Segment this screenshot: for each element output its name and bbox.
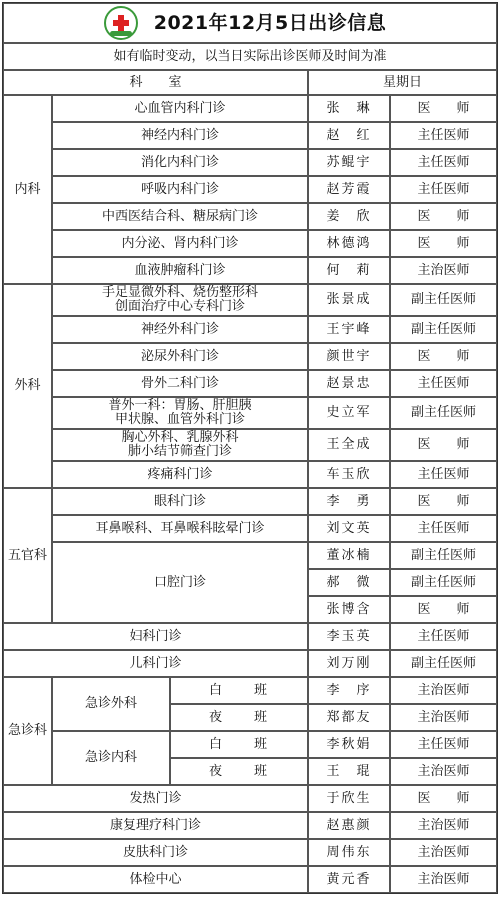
doctor-name-27: 周伟东 xyxy=(308,839,390,866)
doctor-name-22: 郑都友 xyxy=(308,704,390,731)
doctor-name-5: 林德鸿 xyxy=(308,230,390,257)
shift-label-21: 白 班 xyxy=(170,677,308,704)
doctor-title-3: 主任医师 xyxy=(390,176,497,203)
doctor-title-1: 主任医师 xyxy=(390,122,497,149)
doctor-title-8: 副主任医师 xyxy=(390,316,497,343)
doctor-name-9: 颜世宇 xyxy=(308,343,390,370)
page-title-text: 2021年12月5日出诊信息 xyxy=(153,12,387,34)
department-cell-11: 普外一科：胃肠、肝胆胰 甲状腺、血管外科门诊 xyxy=(52,397,308,429)
doctor-name-11: 史立军 xyxy=(308,397,390,429)
doctor-name-1: 赵 红 xyxy=(308,122,390,149)
shift-label-24: 夜 班 xyxy=(170,758,308,785)
doctor-name-16: 董冰楠 xyxy=(308,542,390,569)
doctor-title-2: 主任医师 xyxy=(390,149,497,176)
doctor-name-25: 于欣生 xyxy=(308,785,390,812)
doctor-title-17: 副主任医师 xyxy=(390,569,497,596)
doctor-title-11: 副主任医师 xyxy=(390,397,497,429)
department-cell-3: 呼吸内科门诊 xyxy=(52,176,308,203)
doctor-title-27: 主治医师 xyxy=(390,839,497,866)
doctor-name-20: 刘万刚 xyxy=(308,650,390,677)
doctor-title-5: 医 师 xyxy=(390,230,497,257)
department-cell-27: 皮肤科门诊 xyxy=(3,839,308,866)
department-cell-12: 胸心外科、乳腺外科 肺小结节筛查门诊 xyxy=(52,429,308,461)
doctor-name-3: 赵芳霞 xyxy=(308,176,390,203)
doctor-name-7: 张景成 xyxy=(308,284,390,316)
department-cell-6: 血液肿瘤科门诊 xyxy=(52,257,308,284)
department-cell-8: 神经外科门诊 xyxy=(52,316,308,343)
doctor-name-12: 王全成 xyxy=(308,429,390,461)
department-cell-28: 体检中心 xyxy=(3,866,308,893)
doctor-name-21: 李 序 xyxy=(308,677,390,704)
doctor-title-24: 主治医师 xyxy=(390,758,497,785)
doctor-title-14: 医 师 xyxy=(390,488,497,515)
doctor-name-26: 赵惠颜 xyxy=(308,812,390,839)
group-label-internal: 内科 xyxy=(3,95,52,284)
department-cell-26: 康复理疗科门诊 xyxy=(3,812,308,839)
department-cell-20: 儿科门诊 xyxy=(3,650,308,677)
department-cell-25: 发热门诊 xyxy=(3,785,308,812)
doctor-title-19: 主任医师 xyxy=(390,623,497,650)
doctor-title-0: 医 师 xyxy=(390,95,497,122)
department-cell-15: 耳鼻喉科、耳鼻喉科眩晕门诊 xyxy=(52,515,308,542)
doctor-name-14: 李 勇 xyxy=(308,488,390,515)
group-label-surgery: 外科 xyxy=(3,284,52,488)
doctor-title-12: 医 师 xyxy=(390,429,497,461)
doctor-title-23: 主任医师 xyxy=(390,731,497,758)
doctor-title-9: 医 师 xyxy=(390,343,497,370)
doctor-name-4: 姜 欣 xyxy=(308,203,390,230)
department-cell-4: 中西医结合科、糖尿病门诊 xyxy=(52,203,308,230)
column-header-day: 星期日 xyxy=(308,70,497,95)
doctor-name-0: 张 琳 xyxy=(308,95,390,122)
doctor-name-23: 李秋娟 xyxy=(308,731,390,758)
department-cell-19: 妇科门诊 xyxy=(3,623,308,650)
department-cell-5: 内分泌、肾内科门诊 xyxy=(52,230,308,257)
doctor-title-6: 主治医师 xyxy=(390,257,497,284)
doctor-title-7: 副主任医师 xyxy=(390,284,497,316)
doctor-name-15: 刘文英 xyxy=(308,515,390,542)
doctor-title-25: 医 师 xyxy=(390,785,497,812)
doctor-name-8: 王宇峰 xyxy=(308,316,390,343)
column-header-department: 科 室 xyxy=(3,70,308,95)
doctor-title-26: 主治医师 xyxy=(390,812,497,839)
doctor-title-15: 主任医师 xyxy=(390,515,497,542)
department-cell-9: 泌尿外科门诊 xyxy=(52,343,308,370)
doctor-name-19: 李玉英 xyxy=(308,623,390,650)
doctor-name-6: 何 莉 xyxy=(308,257,390,284)
department-cell-13: 疼痛科门诊 xyxy=(52,461,308,488)
emergency-dept-21: 急诊外科 xyxy=(52,677,170,731)
doctor-title-4: 医 师 xyxy=(390,203,497,230)
shift-label-22: 夜 班 xyxy=(170,704,308,731)
department-cell-10: 骨外二科门诊 xyxy=(52,370,308,397)
department-cell-14: 眼科门诊 xyxy=(52,488,308,515)
doctor-name-13: 车玉欣 xyxy=(308,461,390,488)
hospital-logo-icon xyxy=(104,6,138,40)
doctor-title-20: 副主任医师 xyxy=(390,650,497,677)
page-title xyxy=(3,3,497,43)
department-cell-16: 口腔门诊 xyxy=(52,542,308,623)
doctor-name-10: 赵景忠 xyxy=(308,370,390,397)
doctor-title-10: 主任医师 xyxy=(390,370,497,397)
doctor-title-18: 医 师 xyxy=(390,596,497,623)
doctor-name-17: 郝 微 xyxy=(308,569,390,596)
doctor-title-22: 主治医师 xyxy=(390,704,497,731)
doctor-name-2: 苏鲲宇 xyxy=(308,149,390,176)
doctor-title-28: 主治医师 xyxy=(390,866,497,893)
group-label-emergency: 急诊科 xyxy=(3,677,52,785)
shift-label-23: 白 班 xyxy=(170,731,308,758)
doctor-name-28: 黄元香 xyxy=(308,866,390,893)
notice-text: 如有临时变动，以当日实际出诊医师及时间为准 xyxy=(3,43,497,70)
department-cell-2: 消化内科门诊 xyxy=(52,149,308,176)
doctor-title-21: 主治医师 xyxy=(390,677,497,704)
department-cell-0: 心血管内科门诊 xyxy=(52,95,308,122)
department-cell-7: 手足显微外科、烧伤整形科 创面治疗中心专科门诊 xyxy=(52,284,308,316)
doctor-title-13: 主任医师 xyxy=(390,461,497,488)
emergency-dept-23: 急诊内科 xyxy=(52,731,170,785)
doctor-name-24: 王 琨 xyxy=(308,758,390,785)
doctor-name-18: 张博含 xyxy=(308,596,390,623)
doctor-title-16: 副主任医师 xyxy=(390,542,497,569)
department-cell-1: 神经内科门诊 xyxy=(52,122,308,149)
group-label-facial: 五官科 xyxy=(3,488,52,623)
